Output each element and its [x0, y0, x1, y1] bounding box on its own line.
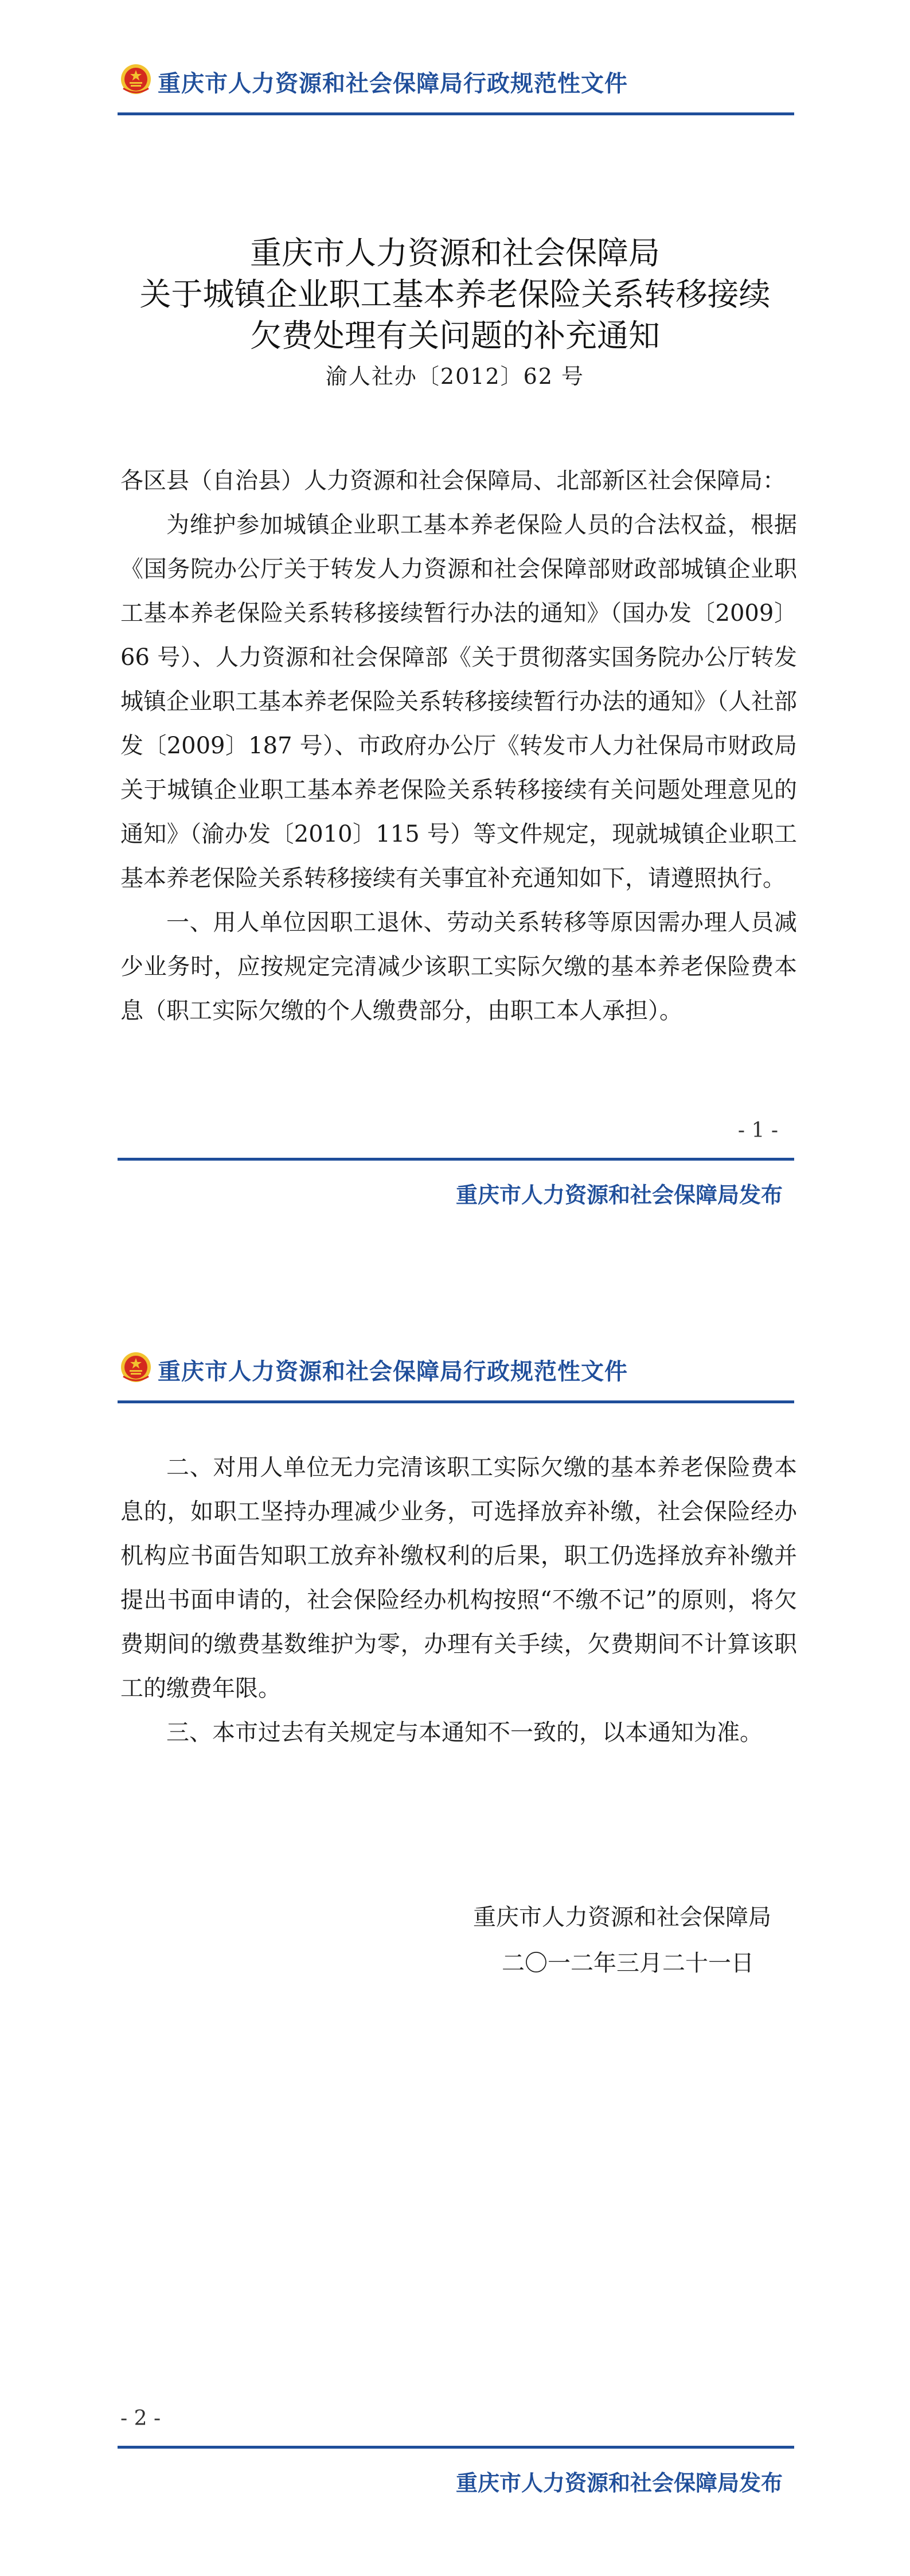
body-text-page-1	[120, 459, 797, 1033]
national-emblem-icon	[120, 1351, 152, 1383]
page-header	[118, 1345, 794, 1391]
title-line: 重庆市人力资源和社会保障局	[249, 235, 660, 271]
signature-date: 二〇一二年三月二十一日	[502, 1950, 754, 1976]
header-title: 重庆市人力资源和社会保障局行政规范性文件	[158, 71, 628, 97]
header-rule	[118, 1400, 794, 1403]
national-emblem-icon	[120, 63, 152, 95]
footer-rule	[118, 1158, 794, 1161]
page-number: - 1 -	[737, 1119, 778, 1142]
signature-organization: 重庆市人力资源和社会保障局	[473, 1904, 771, 1931]
body-paragraph: 三、本市过去有关规定与本通知不一致的，以本通知为准。	[166, 1719, 763, 1746]
title-line: 欠费处理有关问题的补充通知	[249, 317, 660, 354]
footer-publisher: 重庆市人力资源和社会保障局发布	[456, 1182, 783, 1208]
title-line: 关于城镇企业职工基本养老保险关系转移接续	[139, 276, 771, 313]
body-paragraph: 二、对用人单位无力完清该职工实际欠缴的基本养老保险费本息的，如职工坚持办理减少业务，可选择放弃补缴，社会保险经办机构应书面告知职工放弃补缴权利的后果，职工仍选择放弃补缴并提出书面申请的，社会保险经办机构按照“不缴不记”的原则，将欠费期间的缴费基数维护为零，办理有关手续，欠费期间不计算该职工的缴费年限。	[120, 1454, 797, 1702]
body-paragraph: 一、用人单位因职工退休、劳动关系转移等原因需办理人员减少业务时，应按规定完清减少该职工实际欠缴的基本养老保险费本息（职工实际欠缴的个人缴费部分，由职工本人承担）。	[120, 909, 797, 1024]
salutation: 各区县（自治县）人力资源和社会保障局、北部新区社会保障局：	[120, 468, 786, 494]
footer-rule	[118, 2446, 794, 2449]
body-text-page-2	[120, 1446, 797, 1755]
document-title	[0, 232, 910, 356]
body-paragraph: 为维护参加城镇企业职工基本养老保险人员的合法权益，根据《国务院办公厅关于转发人力资源和社会保障部财政部城镇企业职工基本养老保险关系转移接续暂行办法的通知》（国办发〔2009〕66 号）、人力资源和社会保障部《关于贯彻落实国务院办公厅转发城镇企业职工基本养老保险关系转移接续暂行办法的通知》（人社部发〔2009〕187 号）、市政府办公厅《转发市人力社保局市财政局关于城镇企业职工基本养老保险关系转移接续有关问题处理意见的通知》（渝办发〔2010〕115 号）等文件规定，现就城镇企业职工基本养老保险关系转移接续有关事宜补充通知如下，请遵照执行。	[120, 512, 797, 892]
page-header	[118, 57, 794, 103]
page-number: - 2 -	[120, 2407, 161, 2430]
header-rule	[118, 112, 794, 115]
header-title: 重庆市人力资源和社会保障局行政规范性文件	[158, 1359, 628, 1385]
document-page-2	[0, 1288, 910, 2576]
footer-publisher: 重庆市人力资源和社会保障局发布	[456, 2470, 783, 2496]
document-number: 渝人社办〔2012〕62 号	[325, 364, 585, 389]
